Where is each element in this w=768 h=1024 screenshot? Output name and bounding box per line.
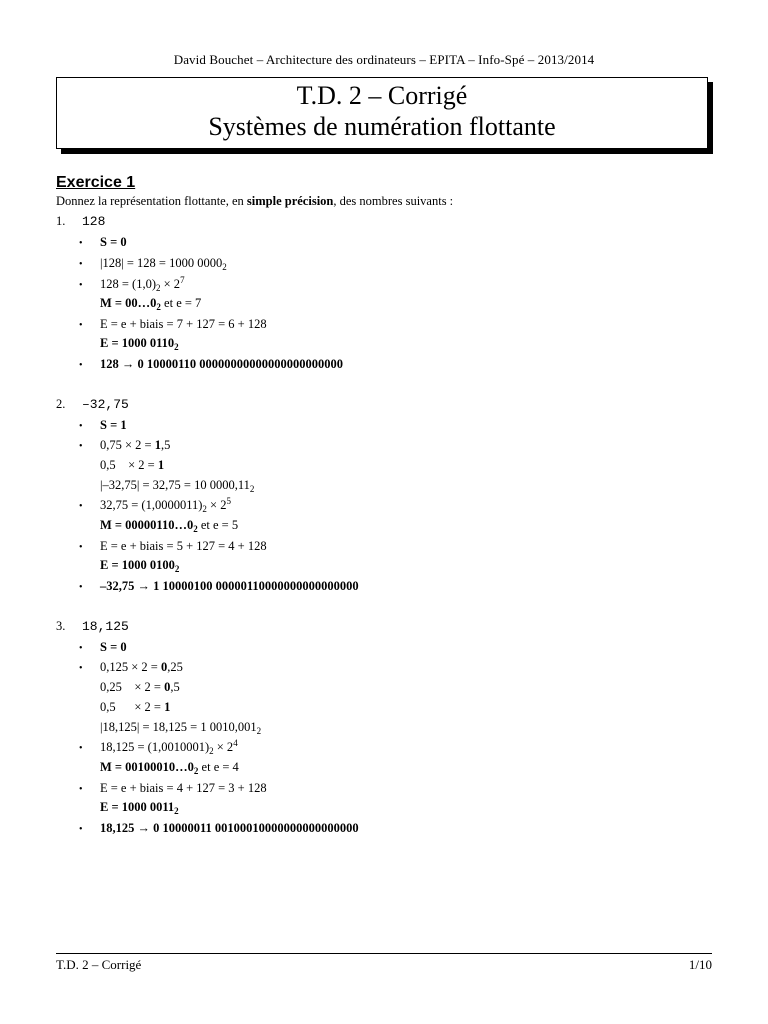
p2-mantissa: $M = 00000110\dots 0_2$ et e = 5: [100, 518, 239, 534]
p3-exponent-binary: E = 1000 $0011_2$: [100, 800, 179, 816]
page-number: 1/10: [688, 957, 712, 972]
p2-normalized: $32,75 = (1,0000011)_2 \times 2^5$: [100, 496, 231, 514]
running-header: David Bouchet – Architecture des ordinateurs – EPITA – Info-Spé – 2013/2014: [173, 52, 595, 67]
bullet: •: [79, 441, 83, 452]
exercise-heading: Exercice 1: [56, 174, 136, 191]
p2-mult-2: 0,5 × 2 = 1: [100, 458, 165, 472]
title-box: [56, 77, 708, 149]
p2-mult-1: 0,75 × 2 = 1,5: [100, 438, 171, 452]
p3-mult-3: 0,5 × 2 = 1: [100, 700, 171, 714]
p1-exponent-binary: E = 1000 $0110_2$: [100, 336, 179, 352]
bullet: •: [79, 824, 83, 835]
bullet: •: [79, 280, 83, 291]
p3-mantissa: $M = 00100010\dots 0_2$ et e = 4: [100, 760, 239, 776]
p1-sign: S = 0: [100, 235, 127, 249]
problem-2-title: 2. –32,75: [56, 397, 129, 412]
problem-3-title: 3. 18,125: [56, 619, 129, 634]
problem-1-title: 1. 128: [56, 214, 106, 229]
p3-sign: S = 0: [100, 640, 127, 654]
title-line-2: Systèmes de numération flottante: [208, 112, 556, 141]
bullet: •: [79, 663, 83, 674]
bullet: •: [79, 320, 83, 331]
p2-exponent-calc: E = e + biais = 5 + 127 = 4 + 128: [100, 539, 267, 553]
bullet: •: [79, 238, 83, 249]
p1-normalized: $128 = (1,0)_2 \times 2^7$: [100, 275, 185, 293]
p3-exponent-calc: E = e + biais = 4 + 127 = 3 + 128: [100, 781, 267, 795]
bullet: •: [79, 360, 83, 371]
bullet: •: [79, 582, 83, 593]
p2-abs: |–32,75| = 32,75 = 10 $0000,11_2$: [100, 478, 255, 494]
footer-title: T.D. 2 – Corrigé: [56, 957, 142, 972]
p2-result: –32,75 → 1 10000100 00000110000000000000000: [100, 579, 359, 593]
bullet: •: [79, 421, 83, 432]
p3-mult-1: 0,125 × 2 = 0,25: [100, 660, 183, 674]
p1-exponent-calc: E = e + biais = 7 + 127 = 6 + 128: [100, 317, 267, 331]
p3-mult-2: 0,25 × 2 = 0,5: [100, 680, 180, 694]
bullet: •: [79, 743, 83, 754]
p3-normalized: $18,125 = (1,0010001)_2 \times 2^4$: [100, 738, 238, 756]
p3-result: 18,125 → 0 10000011 00100010000000000000000: [100, 821, 359, 835]
footer-rule: [56, 953, 712, 954]
bullet: •: [79, 542, 83, 553]
bullet: •: [79, 259, 83, 270]
p1-mantissa: $M = 00\dots 0_2$ et e = 7: [100, 296, 202, 312]
bullet: •: [79, 501, 83, 512]
title-line-1: T.D. 2 – Corrigé: [296, 81, 468, 110]
p3-abs: |18,125| = 18,125 = 1 $0010,001_2$: [100, 720, 262, 736]
p2-exponent-binary: E = 1000 $0100_2$: [100, 558, 180, 574]
bullet: •: [79, 643, 83, 654]
p1-abs: |128| = 128 = 1000 $0000_2$: [100, 256, 227, 272]
bullet: •: [79, 784, 83, 795]
exercise-intro: Donnez la représentation flottante, en simple précision, des nombres suivants :: [56, 194, 454, 208]
p1-result: 128 → 0 10000110 00000000000000000000000: [100, 357, 344, 371]
p2-sign: S = 1: [100, 418, 127, 432]
